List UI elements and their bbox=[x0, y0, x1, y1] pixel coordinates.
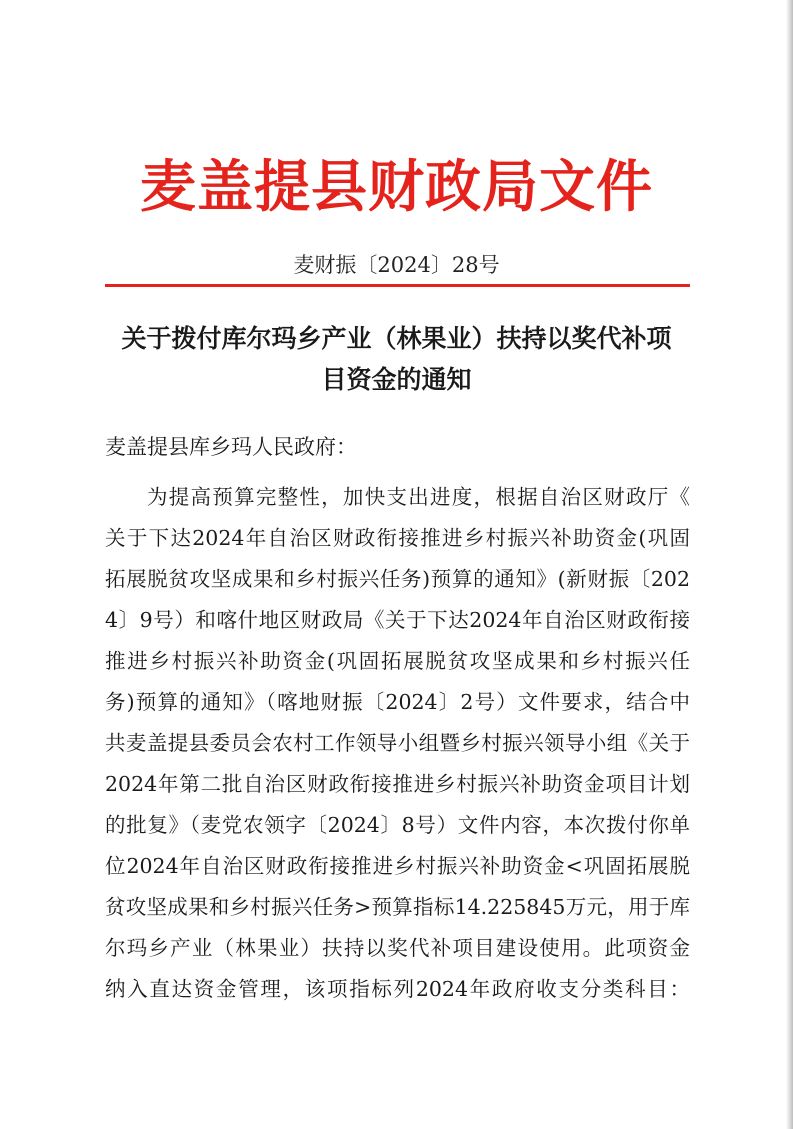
body-text bbox=[105, 477, 690, 1010]
body-line: 共麦盖提县委员会农村工作领导小组暨乡村振兴领导小组《关于 bbox=[105, 731, 690, 755]
body-line: 的批复》（麦党农领字〔2024〕8号）文件内容，本次拨付你单 bbox=[105, 813, 690, 837]
page-edge-shadow bbox=[786, 0, 793, 1129]
body-line: 贫攻坚成果和乡村振兴任务>预算指标14.225845万元，用于库 bbox=[105, 895, 690, 919]
body-line: 拓展脱贫攻坚成果和乡村振兴任务)预算的通知》(新财振〔202 bbox=[105, 567, 690, 591]
body-line: 关于下达2024年自治区财政衔接推进乡村振兴补助资金(巩固 bbox=[105, 526, 690, 550]
body-line: 尔玛乡产业（林果业）扶持以奖代补项目建设使用。此项资金 bbox=[105, 936, 690, 960]
salutation: 麦盖提县库乡玛人民政府： bbox=[105, 435, 357, 459]
masthead-title: 麦盖提县财政局文件 bbox=[140, 155, 653, 220]
body-line: 为提高预算完整性，加快支出进度，根据自治区财政厅《 bbox=[147, 485, 690, 509]
body-line: 务)预算的通知》（喀地财振〔2024〕2号）文件要求，结合中 bbox=[105, 690, 690, 714]
red-divider-line bbox=[105, 284, 690, 287]
document-title-line-2: 目资金的通知 bbox=[321, 365, 472, 394]
body-line: 4〕9号）和喀什地区财政局《关于下达2024年自治区财政衔接 bbox=[105, 608, 690, 632]
body-line: 纳入直达资金管理，该项指标列2024年政府收支分类科目： bbox=[105, 977, 690, 1001]
body-line: 2024年第二批自治区财政衔接推进乡村振兴补助资金项目计划 bbox=[105, 772, 690, 796]
body-line: 推进乡村振兴补助资金(巩固拓展脱贫攻坚成果和乡村振兴任 bbox=[105, 649, 690, 673]
document-title bbox=[90, 318, 703, 400]
document-title-line-1: 关于拨付库尔玛乡产业（林果业）扶持以奖代补项 bbox=[121, 324, 672, 353]
document-number: 麦财振〔2024〕28号 bbox=[293, 253, 500, 277]
body-line: 位2024年自治区财政衔接推进乡村振兴补助资金<巩固拓展脱 bbox=[105, 854, 690, 878]
